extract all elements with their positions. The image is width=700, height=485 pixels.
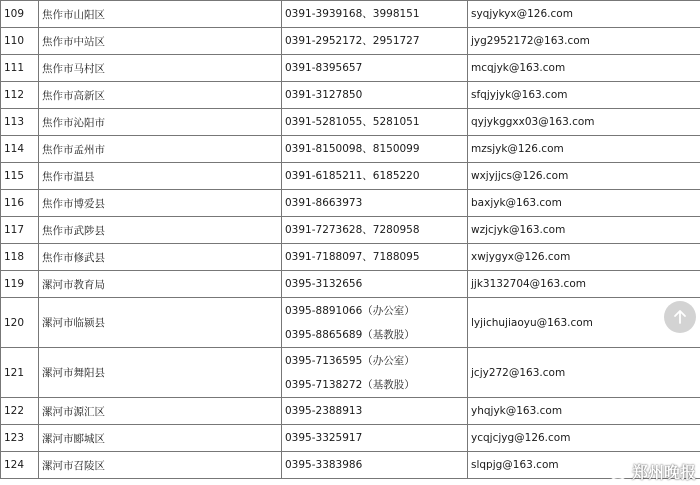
unit-name: 焦作市温县: [39, 163, 282, 190]
email-address: qyjykggxx03@163.com: [468, 109, 700, 136]
phone-cell: [282, 452, 468, 479]
phone-cell: [282, 163, 468, 190]
phone-number: 0391-3127850: [285, 89, 363, 101]
email-address: yhqjyk@163.com: [468, 398, 700, 425]
unit-name: 焦作市武陟县: [39, 217, 282, 244]
row-number: 110: [1, 28, 39, 55]
phone-number: 0391-2952172、2951727: [285, 35, 420, 47]
unit-name: 漯河市郾城区: [39, 425, 282, 452]
unit-name: 漯河市召陵区: [39, 452, 282, 479]
phone-number: 0395-3132656: [285, 278, 363, 290]
phone-number: 0391-7188097、7188095: [285, 251, 420, 263]
email-address: wzjcjyk@163.com: [468, 217, 700, 244]
row-number: 124: [1, 452, 39, 479]
table-row: [1, 398, 700, 425]
phone-number: 0395-7136595（办公室）: [285, 354, 415, 367]
phone-number: 0391-5281055、5281051: [285, 116, 420, 128]
phone-cell: [282, 55, 468, 82]
phone-number: 0395-3383986: [285, 459, 363, 471]
table-row: [1, 217, 700, 244]
table-row: [1, 55, 700, 82]
email-address: sfqjyjyk@163.com: [468, 82, 700, 109]
phone-number: 0395-3325917: [285, 432, 363, 444]
row-number: 112: [1, 82, 39, 109]
email-address: syqjykyx@126.com: [468, 1, 700, 28]
unit-name: 焦作市高新区: [39, 82, 282, 109]
table-row: [1, 425, 700, 452]
table-body: [1, 1, 700, 479]
row-number: 111: [1, 55, 39, 82]
table-row: [1, 1, 700, 28]
unit-name: 漯河市临颍县: [39, 298, 282, 348]
row-number: 109: [1, 1, 39, 28]
row-number: 121: [1, 348, 39, 398]
email-address: lyjichujiaoyu@163.com: [468, 298, 700, 348]
email-address: ycqjcjyg@126.com: [468, 425, 700, 452]
unit-name: 漯河市源汇区: [39, 398, 282, 425]
table-row: [1, 298, 700, 348]
email-address: jcjy272@163.com: [468, 348, 700, 398]
unit-name: 焦作市马村区: [39, 55, 282, 82]
unit-name: 焦作市博爱县: [39, 190, 282, 217]
email-address: mzsjyk@126.com: [468, 136, 700, 163]
row-number: 114: [1, 136, 39, 163]
email-address: slqpjg@163.com: [468, 452, 700, 479]
unit-name: 漯河市舞阳县: [39, 348, 282, 398]
unit-name: 焦作市孟州市: [39, 136, 282, 163]
table-row: [1, 452, 700, 479]
phone-number: 0395-8865689（基教股）: [285, 328, 415, 341]
row-number: 122: [1, 398, 39, 425]
phone-number: 0391-8663973: [285, 197, 363, 209]
unit-name: 漯河市教育局: [39, 271, 282, 298]
table-row: [1, 348, 700, 398]
email-address: baxjyk@163.com: [468, 190, 700, 217]
table-row: [1, 190, 700, 217]
arrow-up-icon: [672, 309, 688, 325]
email-address: xwjygyx@126.com: [468, 244, 700, 271]
unit-name: 焦作市沁阳市: [39, 109, 282, 136]
phone-cell: [282, 109, 468, 136]
row-number: 123: [1, 425, 39, 452]
phone-number: 0395-8891066（办公室）: [285, 304, 415, 317]
phone-number: 0395-2388913: [285, 405, 363, 417]
phone-cell: [282, 271, 468, 298]
table-row: [1, 109, 700, 136]
phone-cell: [282, 298, 468, 348]
phone-number: 0391-7273628、7280958: [285, 224, 420, 236]
row-number: 120: [1, 298, 39, 348]
email-address: jyg2952172@163.com: [468, 28, 700, 55]
email-address: mcqjyk@163.com: [468, 55, 700, 82]
unit-name: 焦作市修武县: [39, 244, 282, 271]
phone-cell: [282, 28, 468, 55]
table-row: [1, 163, 700, 190]
table-row: [1, 82, 700, 109]
row-number: 113: [1, 109, 39, 136]
phone-number: 0391-8395657: [285, 62, 363, 74]
email-address: jjk3132704@163.com: [468, 271, 700, 298]
phone-number: 0391-8150098、8150099: [285, 143, 420, 155]
row-number: 115: [1, 163, 39, 190]
row-number: 119: [1, 271, 39, 298]
phone-cell: [282, 348, 468, 398]
watermark-text: 郑州晚报: [631, 463, 696, 482]
unit-name: 焦作市中站区: [39, 28, 282, 55]
phone-cell: [282, 244, 468, 271]
phone-cell: [282, 425, 468, 452]
phone-cell: [282, 190, 468, 217]
phone-cell: [282, 82, 468, 109]
phone-number: 0391-3939168、3998151: [285, 8, 420, 20]
row-number: 118: [1, 244, 39, 271]
phone-cell: [282, 217, 468, 244]
unit-name: 焦作市山阳区: [39, 1, 282, 28]
phone-cell: [282, 398, 468, 425]
phone-number: 0391-6185211、6185220: [285, 170, 420, 182]
phone-cell: [282, 136, 468, 163]
table-row: [1, 244, 700, 271]
row-number: 116: [1, 190, 39, 217]
table-row: [1, 271, 700, 298]
table-row: [1, 136, 700, 163]
scroll-to-top-button[interactable]: [664, 301, 696, 333]
table-row: [1, 28, 700, 55]
email-address: wxjyjjcs@126.com: [468, 163, 700, 190]
row-number: 117: [1, 217, 39, 244]
phone-number: 0395-7138272（基教股）: [285, 378, 415, 391]
weibo-icon: [609, 463, 629, 481]
phone-cell: [282, 1, 468, 28]
watermark: [609, 460, 696, 483]
